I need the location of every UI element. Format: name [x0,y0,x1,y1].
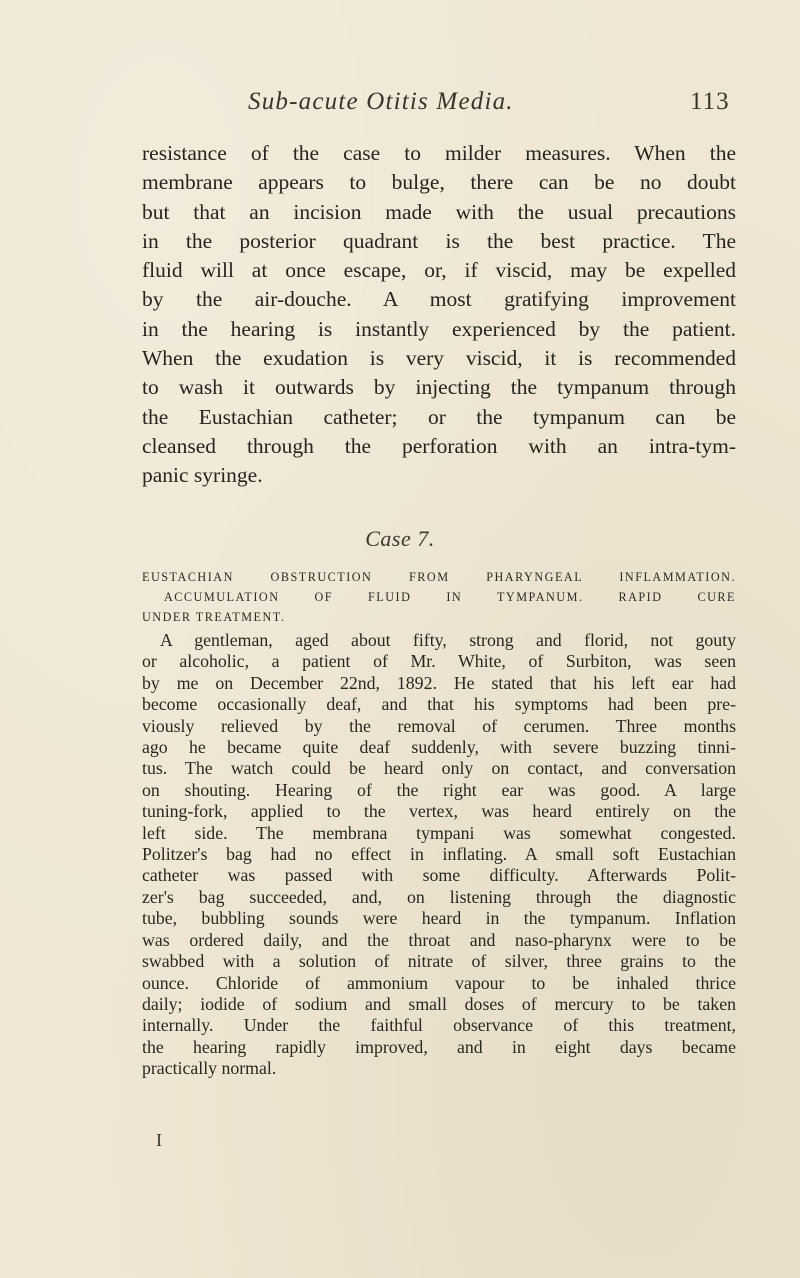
body-line: on shouting. Hearing of the right ear was good. A large [142,779,736,800]
body-line: tuning-fork, applied to the vertex, was heard entirely on the [142,801,736,822]
text-line: but that an incision made with the usual precautions [142,199,736,224]
case-title: Case 7. [365,526,435,551]
text-line: by the air-douche. A most gratifying improvement [142,287,736,312]
body-line: practically normal. [142,1058,277,1079]
body-line: A gentleman, aged about fifty, strong and florid, not gouty [160,630,736,650]
body-line: ounce. Chloride of ammonium vapour to be inhaled thrice [142,972,736,993]
body-line: the hearing rapidly improved, and in eight days became [142,1036,736,1057]
body-line: zer's bag succeeded, and, on listening through the diagnostic [142,886,736,907]
body-line: tus. The watch could be heard only on contact, and conversation [142,758,736,779]
body-line: by me on December 22nd, 1892. He stated that his left ear had [142,672,736,693]
text-line: in the posterior quadrant is the best practice. The [142,228,736,253]
signature-mark: I [156,1130,162,1150]
body-line: tube, bubbling sounds were heard in the tympanum. Inflation [142,908,736,929]
text-line: cleansed through the perforation with an intra-tym- [142,433,736,458]
text-line: the Eustachian catheter; or the tympanum can be [142,404,736,429]
case-body [142,630,736,1080]
case-heading [142,567,736,627]
text-line: in the hearing is instantly experienced by the patient. [142,316,736,341]
body-line: left side. The membrana tympani was somewhat congested. [142,822,736,843]
body-line: ago he became quite deaf suddenly, with severe buzzing tinni- [142,737,736,758]
body-line: daily; iodide of sodium and small doses of mercury to be taken [142,993,736,1014]
body-line: internally. Under the faithful observance of this treatment, [142,1015,736,1036]
text-line: to wash it outwards by injecting the tympanum through [142,375,736,400]
text-line: When the exudation is very viscid, it is recommended [142,346,736,371]
body-line: or alcoholic, a patient of Mr. White, of Surbiton, was seen [142,651,736,672]
top-paragraph [142,139,736,491]
body-line: was ordered daily, and the throat and naso-pharynx were to be [142,929,736,950]
body-line: become occasionally deaf, and that his symptoms had been pre- [142,694,736,715]
running-title: Sub-acute Otitis Media. [248,88,514,115]
running-header [0,78,800,118]
body-line: Politzer's bag had no effect in inflating. A small soft Eustachian [142,844,736,865]
body-line: swabbed with a solution of nitrate of silver, three grains to the [142,951,736,972]
heading-line: EUSTACHIAN OBSTRUCTION FROM PHARYNGEAL INFLAMMATION. [142,570,736,584]
text-line: membrane appears to bulge, there can be no doubt [142,170,736,195]
text-line: resistance of the case to milder measures. When the [142,141,736,165]
body-line: viously relieved by the removal of cerumen. Three months [142,715,736,736]
heading-line: UNDER TREATMENT. [142,610,286,624]
body-line: catheter was passed with some difficulty. Afterwards Polit- [142,865,736,886]
text-line: panic syringe. [142,463,263,488]
page-number: 113 [690,88,730,115]
text-line: fluid will at once escape, or, if viscid, may be expelled [142,258,736,283]
heading-line: ACCUMULATION OF FLUID IN TYMPANUM. RAPID CURE [164,590,736,604]
